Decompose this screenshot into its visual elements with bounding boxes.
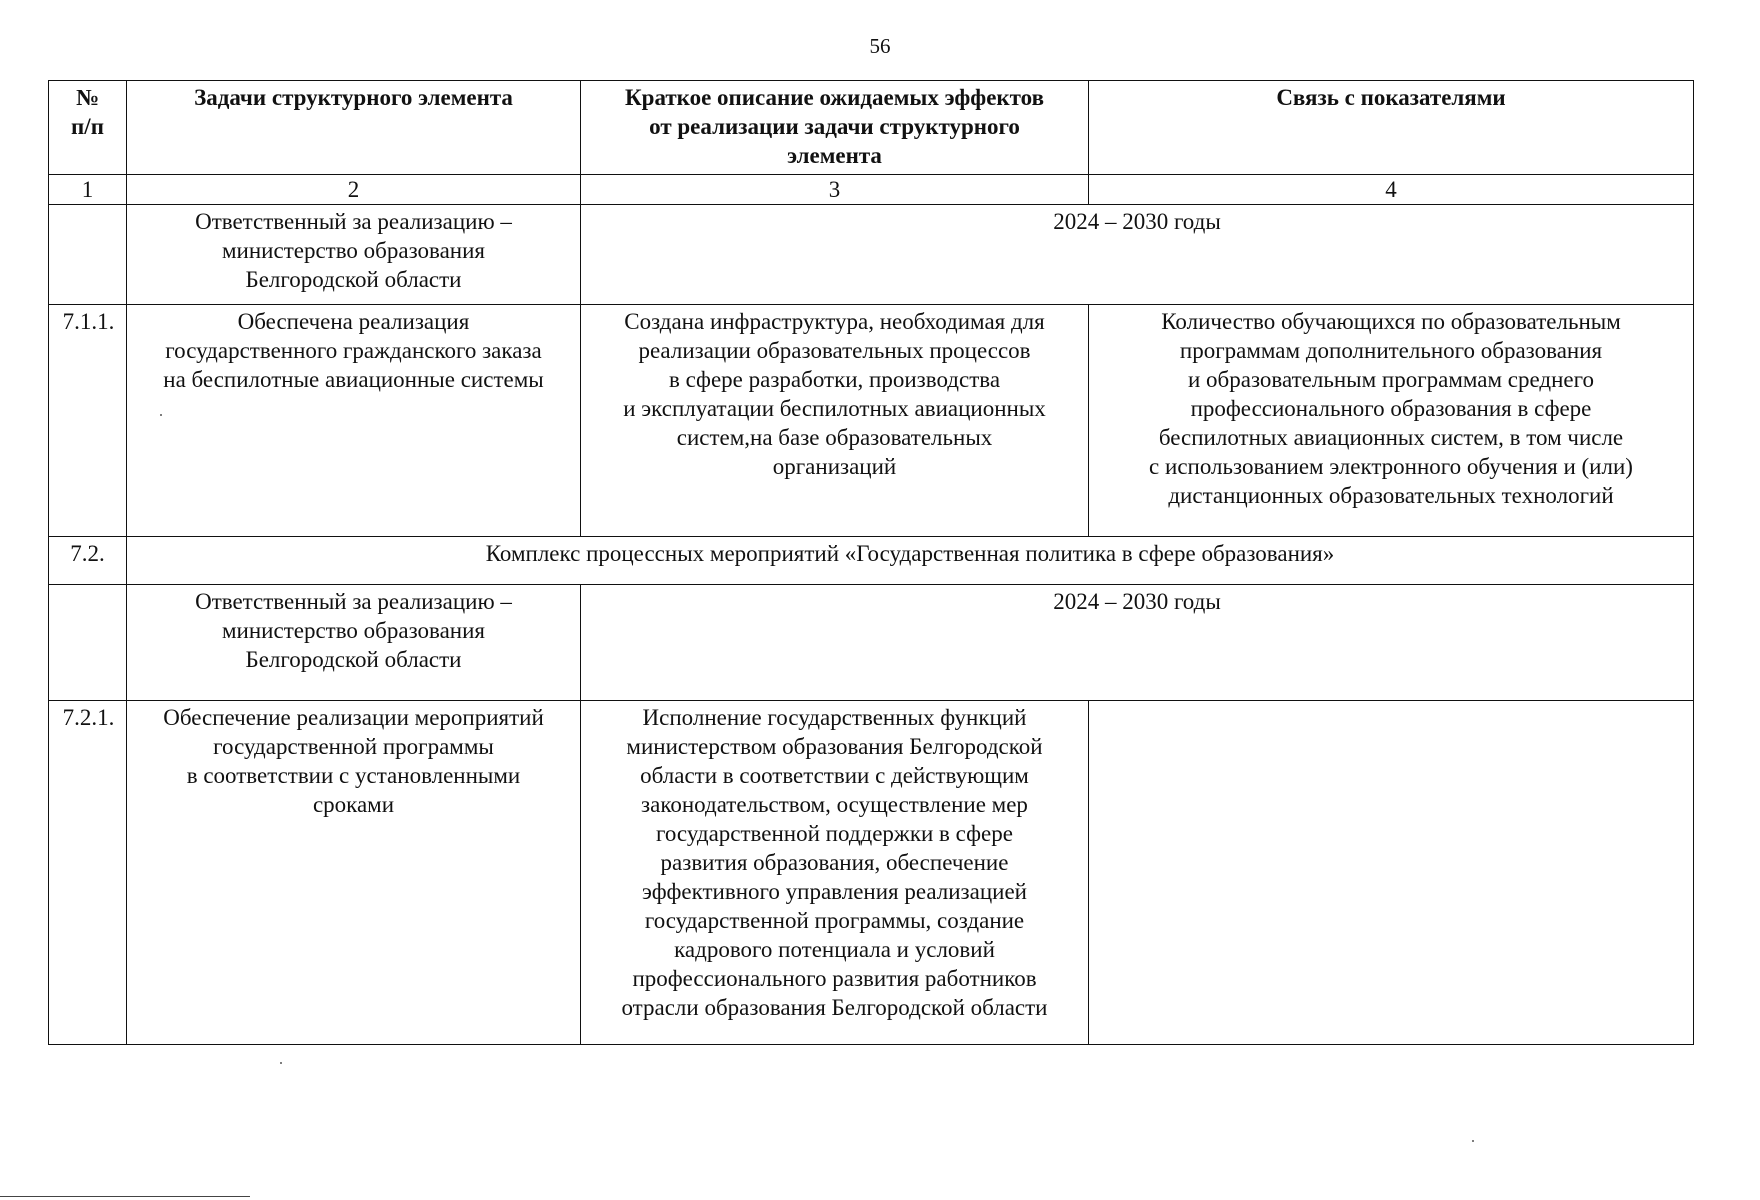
responsible-row-1	[49, 205, 1694, 305]
section-7-2-title: Комплекс процессных мероприятий «Государственная политика в сфере образования»	[127, 537, 1694, 585]
header-tasks: Задачи структурного элемента	[127, 81, 581, 175]
responsible-2-task: Ответственный за реализацию – министерство образования Белгородской области	[127, 585, 581, 701]
responsible-2-number	[49, 585, 127, 701]
column-number-3: 3	[581, 175, 1089, 205]
responsible-1-period: 2024 – 2030 годы	[581, 205, 1694, 305]
header-row	[49, 81, 1694, 175]
section-row-7-2	[49, 537, 1694, 585]
column-number-1: 1	[49, 175, 127, 205]
responsible-1-number	[49, 205, 127, 305]
row-7-2-1-number: 7.2.1.	[49, 701, 127, 1045]
row-7-2-1-task: Обеспечение реализации мероприятий государственной программы в соответствии с установленными сроками	[127, 701, 581, 1045]
header-indicators: Связь с показателями	[1089, 81, 1694, 175]
row-7-1-1-indicator: Количество обучающихся по образовательным программам дополнительного образования и образовательным программам среднего профессионального образования в сфере беспилотных авиационных систем, в том числе с использованием электронного обучения и (или) дистанционных образовательных технологий	[1089, 305, 1694, 537]
page-number: 56	[869, 34, 891, 58]
table-row-7-2-1	[49, 701, 1694, 1045]
section-7-2-number: 7.2.	[49, 537, 127, 585]
table-row-7-1-1	[49, 305, 1694, 537]
scan-speck	[280, 1062, 282, 1064]
scan-artifact-line	[0, 1196, 250, 1197]
row-7-2-1-effect: Исполнение государственных функций министерством образования Белгородской области в соответствии с действующим законодательством, осуществление мер государственной поддержки в сфере развития образования, обеспечение эффективного управления реализацией государственной программы, создание кадрового потенциала и условий профессионального развития работников отрасли образования Белгородской области	[581, 701, 1089, 1045]
responsible-1-task: Ответственный за реализацию – министерство образования Белгородской области	[127, 205, 581, 305]
row-7-1-1-task: Обеспечена реализация государственного гражданского заказа на беспилотные авиационные системы	[127, 305, 581, 537]
column-number-2: 2	[127, 175, 581, 205]
row-7-1-1-effect: Создана инфраструктура, необходимая для реализации образовательных процессов в сфере разработки, производства и эксплуатации беспилотных авиационных систем,на базе образовательных организаций	[581, 305, 1089, 537]
scan-speck	[160, 414, 162, 416]
structural-elements-table	[48, 80, 1694, 1045]
column-number-row	[49, 175, 1694, 205]
header-effects: Краткое описание ожидаемых эффектов от реализации задачи структурного элемента	[581, 81, 1089, 175]
header-number: № п/п	[49, 81, 127, 175]
scan-speck	[1472, 1140, 1474, 1142]
column-number-4: 4	[1089, 175, 1694, 205]
row-7-2-1-indicator	[1089, 701, 1694, 1045]
responsible-2-period: 2024 – 2030 годы	[581, 585, 1694, 701]
responsible-row-2	[49, 585, 1694, 701]
row-7-1-1-number: 7.1.1.	[49, 305, 127, 537]
